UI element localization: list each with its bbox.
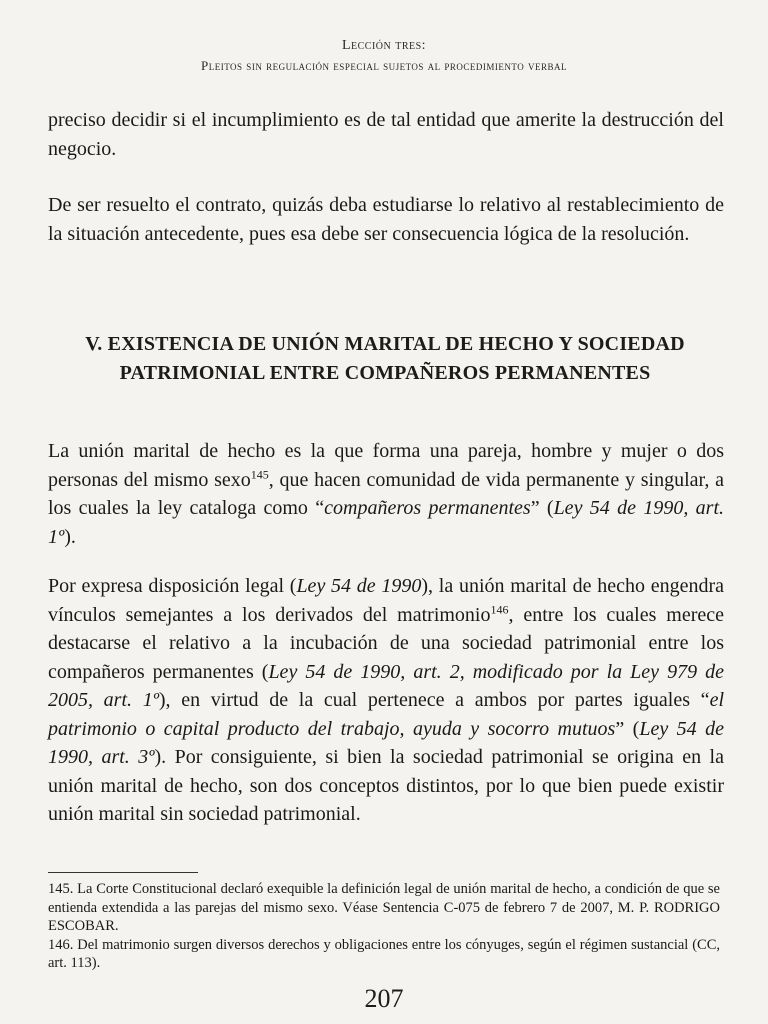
- footnote-ref-146: 146: [490, 601, 509, 616]
- paragraph-union-marital-definicion: La unión marital de hecho es la que forma una pareja, hombre y mujer o dos personas del mismo sexo$^{145}$, que hacen comunidad de vida permanente y singular, a los cuales la ley cataloga como “compañeros permanentes” (Ley 54 de 1990, art. 1º).: [48, 440, 724, 548]
- running-head-title: Pleitos sin regulación especial sujetos al procedimiento verbal: [201, 58, 567, 73]
- paragraph-sociedad-patrimonial: Por expresa disposición legal (Ley 54 de 1990), la unión marital de hecho engendra vínculos semejantes a los derivados del matrimonio$^{146}$, entre los cuales merece destacarse el relativo a la incubación de una sociedad patrimonial entre los compañeros permanentes (Ley 54 de 1990, art. 2, modificado por la Ley 979 de 2005, art. 1º), en virtud de la cual pertenece a ambos por partes iguales “el patrimonio o capital producto del trabajo, ayuda y socorro mutuos” (Ley 54 de 1990, art. 3º). Por consiguiente, si bien la sociedad patrimonial se origina en la unión marital de hecho, son dos conceptos distintos, por lo que bien puede existir unión marital sin sociedad patrimonial.: [48, 575, 724, 825]
- footnote-145: 145. La Corte Constitucional declaró exequible la definición legal de unión marital de hecho, a condición de que se entienda extendida a las parejas del mismo sexo. Véase Sentencia C-075 de febrero 7 de 2007, M. P. RODRIGO ESCOBAR.: [48, 881, 720, 934]
- footnote-ref-145: 145: [250, 466, 269, 481]
- page-number: 207: [364, 984, 404, 1013]
- footnote-divider: [48, 872, 198, 873]
- running-head-lesson: Lección tres:: [341, 38, 427, 53]
- paragraph-incumplimiento: preciso decidir si el incumplimiento es de tal entidad que amerite la destrucción del negocio.: [48, 109, 724, 160]
- section-heading: V. EXISTENCIA DE UNIÓN MARITAL DE HECHO Y SOCIEDAD PATRIMONIAL ENTRE COMPAÑEROS PERMANENTES: [85, 333, 685, 384]
- footnotes: [48, 880, 720, 973]
- footnote-146: 146. Del matrimonio surgen diversos derechos y obligaciones entre los cónyuges, según el régimen sustancial (CC, art. 113).: [48, 936, 720, 971]
- paragraph-resolucion: De ser resuelto el contrato, quizás deba estudiarse lo relativo al restablecimiento de la situación antecedente, pues esa debe ser consecuencia lógica de la resolución.: [48, 194, 724, 245]
